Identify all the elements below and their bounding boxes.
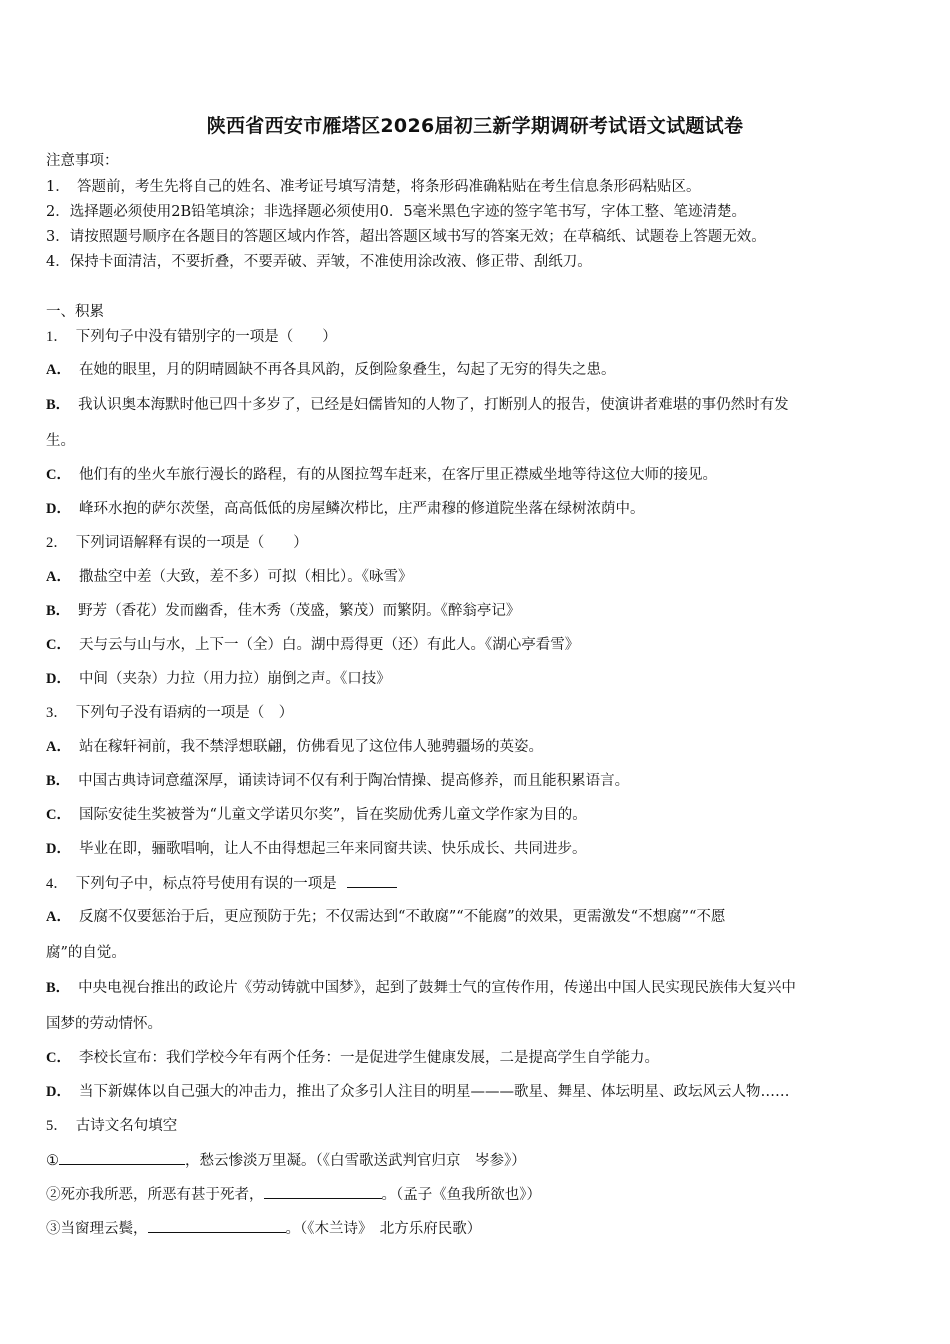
q4-option-b bbox=[46, 978, 796, 998]
option-text: 中央电视台推出的政论片《劳动铸就中国梦》，起到了鼓舞士气的宣传作用，传递出中国人民实现民族伟大复兴中 bbox=[78, 980, 796, 996]
q3-option-a bbox=[46, 737, 543, 757]
notice-item-3: 3．请按照题号顺序在各题目的答题区域内作答，超出答题区域书写的答案无效；在草稿纸、试题卷上答题无效。 bbox=[46, 229, 766, 245]
q3-option-b bbox=[46, 771, 629, 791]
question-number: 1． bbox=[46, 329, 68, 345]
option-text: 我认识奥本海默时他已四十多岁了，已经是妇儒皆知的人物了，打断别人的报告，使演讲者难堪的事仍然时有发 bbox=[78, 397, 789, 413]
line-prefix: ②死亦我所恶，所恶有甚于死者， bbox=[46, 1187, 264, 1203]
question-2 bbox=[46, 533, 308, 553]
q4-option-a bbox=[46, 907, 725, 927]
question-stem: 下列句子中没有错别字的一项是（ ） bbox=[75, 329, 337, 345]
answer-blank[interactable] bbox=[148, 1218, 286, 1233]
option-letter: B． bbox=[46, 397, 71, 413]
option-text: 当下新媒体以自己强大的冲击力，推出了众多引人注目的明星———歌星、舞星、体坛明星、政坛风云人物…… bbox=[78, 1084, 790, 1100]
option-letter: C． bbox=[46, 637, 71, 653]
q4-option-c bbox=[46, 1048, 659, 1068]
option-text: 站在稼轩祠前，我不禁浮想联翩，仿佛看见了这位伟人驰骋疆场的英姿。 bbox=[78, 739, 543, 755]
q1-option-a bbox=[46, 360, 615, 380]
q4-option-b-cont: 国梦的劳动情怀。 bbox=[46, 1016, 162, 1032]
option-letter: A． bbox=[46, 569, 71, 585]
q1-option-b-cont: 生。 bbox=[46, 433, 75, 449]
option-text: 国际安徒生奖被誉为“儿童文学诺贝尔奖”，旨在奖励优秀儿童文学作家为目的。 bbox=[78, 807, 587, 823]
q5-line-3 bbox=[46, 1218, 481, 1239]
option-letter: A． bbox=[46, 909, 71, 925]
option-letter: A． bbox=[46, 739, 71, 755]
section-heading: 一、积累 bbox=[46, 304, 104, 320]
q4-option-a-cont: 腐”的自觉。 bbox=[46, 945, 126, 961]
notice-item-2: 2．选择题必须使用2B铅笔填涂；非选择题必须使用0．5毫米黑色字迹的签字笔书写，字体工整、笔迹清楚。 bbox=[46, 204, 747, 220]
option-text: 野芳（香花）发而幽香，佳木秀（茂盛，繁茂）而繁阴。《醉翁亭记》 bbox=[78, 603, 521, 619]
notice-item-4: 4．保持卡面清洁，不要折叠，不要弄破、弄皱，不准使用涂改液、修正带、刮纸刀。 bbox=[46, 254, 592, 270]
q1-option-c bbox=[46, 465, 717, 485]
option-letter: D． bbox=[46, 671, 71, 687]
line-prefix: ③当窗理云鬓， bbox=[46, 1221, 148, 1237]
option-letter: C． bbox=[46, 1050, 71, 1066]
option-text: 中国古典诗词意蕴深厚，诵读诗词不仅有利于陶冶情操、提高修养，而且能积累语言。 bbox=[78, 773, 630, 789]
q2-option-a bbox=[46, 567, 412, 587]
option-text: 天与云与山与水，上下一（全）白。湖中焉得更（还）有此人。《湖心亭看雪》 bbox=[78, 637, 580, 653]
q2-option-c bbox=[46, 635, 579, 655]
question-1 bbox=[46, 327, 337, 347]
q2-option-b bbox=[46, 601, 520, 621]
question-stem: 古诗文名句填空 bbox=[75, 1118, 178, 1134]
notice-item-1: 1． 答题前，考生先将自己的姓名、准考证号填写清楚，将条形码准确粘贴在考生信息条形码粘贴区。 bbox=[46, 179, 701, 195]
option-letter: C． bbox=[46, 807, 71, 823]
q4-option-d bbox=[46, 1082, 789, 1102]
q2-option-d bbox=[46, 669, 391, 689]
line-suffix: 。（《木兰诗》 北方乐府民歌） bbox=[285, 1221, 482, 1237]
answer-blank[interactable] bbox=[264, 1184, 382, 1199]
question-stem: 下列句子中，标点符号使用有误的一项是 bbox=[75, 876, 337, 892]
option-letter: B． bbox=[46, 773, 71, 789]
q1-option-b bbox=[46, 395, 789, 415]
q5-line-1 bbox=[46, 1150, 526, 1171]
option-text: 他们有的坐火车旅行漫长的路程，有的从图拉驾车赶来，在客厅里正襟威坐地等待这位大师的接见。 bbox=[78, 467, 717, 483]
option-letter: B． bbox=[46, 603, 71, 619]
option-text: 撒盐空中差（大致，差不多）可拟（相比）。《咏雪》 bbox=[78, 569, 413, 585]
question-number: 4． bbox=[46, 876, 68, 892]
question-number: 2． bbox=[46, 535, 68, 551]
option-text: 峰环水抱的萨尔茨堡，高高低低的房屋鳞次栉比，庄严肃穆的修道院坐落在绿树浓荫中。 bbox=[78, 501, 645, 517]
option-text: 在她的眼里，月的阴晴圆缺不再各具风韵，反倒险象叠生，勾起了无穷的得失之患。 bbox=[78, 362, 616, 378]
question-number: 5． bbox=[46, 1118, 68, 1134]
line-suffix: 。（孟子《鱼我所欲也》） bbox=[381, 1187, 541, 1203]
option-text: 毕业在即，骊歌唱响，让人不由得想起三年来同窗共读、快乐成长、共同进步。 bbox=[78, 841, 587, 857]
notice-heading: 注意事项： bbox=[46, 153, 119, 169]
answer-blank[interactable] bbox=[347, 873, 397, 888]
option-letter: D． bbox=[46, 501, 71, 517]
option-text: 李校长宣布：我们学校今年有两个任务：一是促进学生健康发展，二是提高学生自学能力。 bbox=[78, 1050, 659, 1066]
q5-line-2 bbox=[46, 1184, 541, 1205]
option-letter: A． bbox=[46, 362, 71, 378]
question-number: 3． bbox=[46, 705, 68, 721]
answer-blank[interactable] bbox=[59, 1150, 185, 1165]
line-prefix: ① bbox=[46, 1153, 59, 1169]
question-stem: 下列句子没有语病的一项是（ ） bbox=[75, 705, 294, 721]
option-text: 反腐不仅要惩治于后，更应预防于先；不仅需达到“不敢腐”“不能腐”的效果，更需激发“不想腐”“不愿 bbox=[78, 909, 726, 925]
line-suffix: ，愁云惨淡万里凝。（《白雪歌送武判官归京 岑参》） bbox=[185, 1153, 526, 1169]
question-5 bbox=[46, 1116, 177, 1136]
q3-option-c bbox=[46, 805, 587, 825]
option-letter: C． bbox=[46, 467, 71, 483]
page-title: 陕西省西安市雁塔区2026届初三新学期调研考试语文试题试卷 bbox=[206, 115, 744, 137]
option-letter: D． bbox=[46, 841, 71, 857]
q1-option-d bbox=[46, 499, 644, 519]
question-stem: 下列词语解释有误的一项是（ ） bbox=[75, 535, 308, 551]
option-text: 中间（夹杂）力拉（用力拉）崩倒之声。《口技》 bbox=[78, 671, 391, 687]
option-letter: B． bbox=[46, 980, 71, 996]
question-4 bbox=[46, 873, 397, 894]
option-letter: D． bbox=[46, 1084, 71, 1100]
q3-option-d bbox=[46, 839, 586, 859]
question-3 bbox=[46, 703, 293, 723]
